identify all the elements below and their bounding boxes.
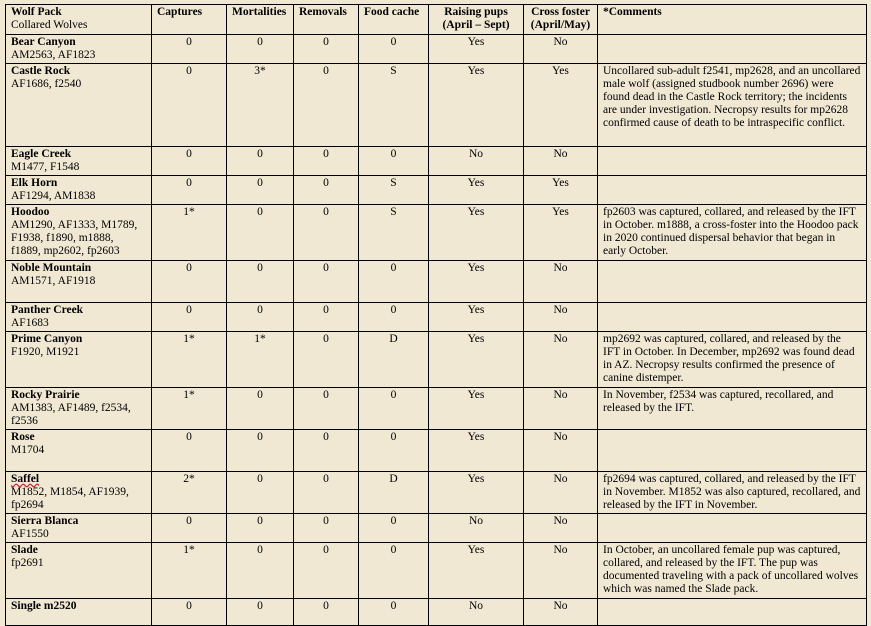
table-row bbox=[6, 332, 867, 388]
header-cross-foster-sub: (April/May) bbox=[530, 19, 591, 31]
captures-cell: 0 bbox=[152, 303, 227, 332]
removals-cell: 0 bbox=[294, 599, 359, 626]
header-cross-foster-label: Cross foster bbox=[531, 6, 590, 18]
pack-name: Eagle Creek bbox=[11, 148, 72, 160]
food-cache-cell: S bbox=[359, 176, 429, 205]
pack-cell bbox=[6, 388, 152, 430]
pack-name: Single m2520 bbox=[11, 600, 77, 612]
pack-name: Castle Rock bbox=[11, 65, 71, 77]
header-raising-pups-label: Raising pups bbox=[444, 6, 508, 18]
comments-cell: In November, f2534 was captured, recollared, and released by the IFT. bbox=[598, 388, 867, 430]
table-row bbox=[6, 64, 867, 147]
comments-cell bbox=[598, 599, 867, 626]
collared-wolves: fp2691 bbox=[11, 557, 44, 569]
pack-name: Slade bbox=[11, 544, 38, 556]
food-cache-cell: 0 bbox=[359, 543, 429, 599]
collared-wolves: F1920, M1921 bbox=[11, 346, 80, 358]
mortalities-cell: 0 bbox=[227, 147, 294, 176]
captures-cell: 1* bbox=[152, 332, 227, 388]
header-row bbox=[6, 5, 867, 35]
comments-cell: In October, an uncollared female pup was captured, collared, and released by the IFT. The pup was documented traveling with a pack of uncollared wolves which was named the Slade pack. bbox=[598, 543, 867, 599]
captures-cell: 0 bbox=[152, 430, 227, 472]
food-cache-cell: 0 bbox=[359, 147, 429, 176]
mortalities-cell: 0 bbox=[227, 430, 294, 472]
food-cache-cell: 0 bbox=[359, 303, 429, 332]
header-captures: Captures bbox=[152, 5, 227, 35]
food-cache-cell: S bbox=[359, 205, 429, 261]
removals-cell: 0 bbox=[294, 176, 359, 205]
cross-foster-cell: No bbox=[524, 35, 598, 64]
removals-cell: 0 bbox=[294, 514, 359, 543]
raising-pups-cell: Yes bbox=[429, 388, 524, 430]
pack-cell bbox=[6, 261, 152, 303]
removals-cell: 0 bbox=[294, 303, 359, 332]
removals-cell: 0 bbox=[294, 35, 359, 64]
comments-cell: Uncollared sub-adult f2541, mp2628, and an uncollared male wolf (assigned studbook number 2696) were found dead in the Castle Rock territory; the incidents are under investigation. Necropsy results for mp2628 confirmed cause of death to be intraspecific conflict. bbox=[598, 64, 867, 147]
cross-foster-cell: Yes bbox=[524, 205, 598, 261]
food-cache-cell: 0 bbox=[359, 599, 429, 626]
comments-cell bbox=[598, 35, 867, 64]
table-row bbox=[6, 176, 867, 205]
mortalities-cell: 0 bbox=[227, 303, 294, 332]
raising-pups-cell: Yes bbox=[429, 430, 524, 472]
removals-cell: 0 bbox=[294, 332, 359, 388]
collared-wolves: AM1571, AF1918 bbox=[11, 275, 96, 287]
table-row bbox=[6, 543, 867, 599]
raising-pups-cell: Yes bbox=[429, 543, 524, 599]
pack-name: Rocky Prairie bbox=[11, 389, 80, 401]
captures-cell: 0 bbox=[152, 147, 227, 176]
collared-wolves: AF1683 bbox=[11, 317, 49, 329]
food-cache-cell: 0 bbox=[359, 35, 429, 64]
removals-cell: 0 bbox=[294, 388, 359, 430]
pack-name: Sierra Blanca bbox=[11, 515, 79, 527]
header-food-cache: Food cache bbox=[359, 5, 429, 35]
pack-name: Bear Canyon bbox=[11, 36, 76, 48]
header-pack bbox=[6, 5, 152, 35]
removals-cell: 0 bbox=[294, 147, 359, 176]
mortalities-cell: 0 bbox=[227, 472, 294, 514]
pack-cell bbox=[6, 472, 152, 514]
header-raising-pups-sub: (April – Sept) bbox=[442, 19, 510, 31]
collared-wolves: M1704 bbox=[11, 444, 45, 456]
collared-wolves: AM1290, AF1333, M1789, F1938, f1890, m1888, f1889, mp2602, fp2603 bbox=[11, 219, 138, 257]
captures-cell: 2* bbox=[152, 472, 227, 514]
cross-foster-cell: Yes bbox=[524, 64, 598, 147]
collared-wolves: AF1294, AM1838 bbox=[11, 190, 96, 202]
mortalities-cell: 1* bbox=[227, 332, 294, 388]
collared-wolves: AM1383, AF1489, f2534, f2536 bbox=[11, 402, 131, 427]
food-cache-cell: S bbox=[359, 64, 429, 147]
table-row bbox=[6, 147, 867, 176]
removals-cell: 0 bbox=[294, 472, 359, 514]
removals-cell: 0 bbox=[294, 430, 359, 472]
table-row bbox=[6, 430, 867, 472]
mortalities-cell: 0 bbox=[227, 388, 294, 430]
comments-cell bbox=[598, 430, 867, 472]
table-row bbox=[6, 388, 867, 430]
header-removals: Removals bbox=[294, 5, 359, 35]
collared-wolves: AF1686, f2540 bbox=[11, 78, 82, 90]
pack-cell bbox=[6, 64, 152, 147]
pack-name: Noble Mountain bbox=[11, 262, 92, 274]
mortalities-cell: 0 bbox=[227, 205, 294, 261]
cross-foster-cell: No bbox=[524, 303, 598, 332]
mortalities-cell: 0 bbox=[227, 543, 294, 599]
comments-cell bbox=[598, 514, 867, 543]
food-cache-cell: 0 bbox=[359, 388, 429, 430]
comments-cell bbox=[598, 176, 867, 205]
comments-cell: fp2694 was captured, collared, and released by the IFT in November. M1852 was also captured, recollared, and released by the IFT in November. bbox=[598, 472, 867, 514]
cross-foster-cell: No bbox=[524, 472, 598, 514]
table-row bbox=[6, 303, 867, 332]
mortalities-cell: 0 bbox=[227, 35, 294, 64]
raising-pups-cell: Yes bbox=[429, 472, 524, 514]
captures-cell: 1* bbox=[152, 543, 227, 599]
cross-foster-cell: No bbox=[524, 261, 598, 303]
pack-name: Panther Creek bbox=[11, 304, 84, 316]
cross-foster-cell: No bbox=[524, 332, 598, 388]
removals-cell: 0 bbox=[294, 261, 359, 303]
food-cache-cell: 0 bbox=[359, 430, 429, 472]
comments-cell bbox=[598, 303, 867, 332]
pack-name: Rose bbox=[11, 431, 35, 443]
table-row bbox=[6, 35, 867, 64]
raising-pups-cell: No bbox=[429, 147, 524, 176]
pack-name: Hoodoo bbox=[11, 206, 50, 218]
pack-cell bbox=[6, 332, 152, 388]
pack-name: Saffel bbox=[11, 473, 40, 485]
pack-cell bbox=[6, 514, 152, 543]
raising-pups-cell: Yes bbox=[429, 176, 524, 205]
table-row bbox=[6, 472, 867, 514]
food-cache-cell: D bbox=[359, 332, 429, 388]
collared-wolves: AM2563, AF1823 bbox=[11, 49, 96, 61]
cross-foster-cell: Yes bbox=[524, 176, 598, 205]
removals-cell: 0 bbox=[294, 543, 359, 599]
captures-cell: 0 bbox=[152, 599, 227, 626]
pack-cell bbox=[6, 543, 152, 599]
pack-name: Prime Canyon bbox=[11, 333, 83, 345]
raising-pups-cell: Yes bbox=[429, 332, 524, 388]
pack-cell bbox=[6, 205, 152, 261]
raising-pups-cell: No bbox=[429, 514, 524, 543]
header-mortalities: Mortalities bbox=[227, 5, 294, 35]
pack-cell bbox=[6, 35, 152, 64]
raising-pups-cell: Yes bbox=[429, 35, 524, 64]
food-cache-cell: 0 bbox=[359, 514, 429, 543]
mortalities-cell: 0 bbox=[227, 176, 294, 205]
table-row bbox=[6, 599, 867, 626]
captures-cell: 1* bbox=[152, 388, 227, 430]
cross-foster-cell: No bbox=[524, 147, 598, 176]
raising-pups-cell: Yes bbox=[429, 64, 524, 147]
table-row bbox=[6, 205, 867, 261]
removals-cell: 0 bbox=[294, 64, 359, 147]
comments-cell: fp2603 was captured, collared, and released by the IFT in October. m1888, a cross-foster into the Hoodoo pack in 2020 continued dispersal behavior that began in early October. bbox=[598, 205, 867, 261]
pack-cell bbox=[6, 303, 152, 332]
food-cache-cell: 0 bbox=[359, 261, 429, 303]
header-raising-pups bbox=[429, 5, 524, 35]
header-comments: *Comments bbox=[598, 5, 867, 35]
comments-cell bbox=[598, 261, 867, 303]
pack-cell bbox=[6, 176, 152, 205]
raising-pups-cell: Yes bbox=[429, 303, 524, 332]
wolf-pack-table bbox=[5, 4, 867, 626]
removals-cell: 0 bbox=[294, 205, 359, 261]
cross-foster-cell: No bbox=[524, 388, 598, 430]
pack-cell bbox=[6, 147, 152, 176]
captures-cell: 0 bbox=[152, 35, 227, 64]
pack-name: Elk Horn bbox=[11, 177, 58, 189]
comments-cell bbox=[598, 147, 867, 176]
comments-cell: mp2692 was captured, collared, and released by the IFT in October. In December, mp2692 was found dead in AZ. Necropsy results confirmed the presence of canine distemper. bbox=[598, 332, 867, 388]
pack-cell bbox=[6, 430, 152, 472]
captures-cell: 1* bbox=[152, 205, 227, 261]
mortalities-cell: 0 bbox=[227, 514, 294, 543]
food-cache-cell: D bbox=[359, 472, 429, 514]
collared-wolves: M1852, M1854, AF1939, fp2694 bbox=[11, 486, 129, 511]
header-cross-foster bbox=[524, 5, 598, 35]
header-pack-sub: Collared Wolves bbox=[11, 19, 88, 31]
cross-foster-cell: No bbox=[524, 514, 598, 543]
raising-pups-cell: Yes bbox=[429, 205, 524, 261]
captures-cell: 0 bbox=[152, 176, 227, 205]
cross-foster-cell: No bbox=[524, 543, 598, 599]
captures-cell: 0 bbox=[152, 64, 227, 147]
table-row bbox=[6, 261, 867, 303]
mortalities-cell: 0 bbox=[227, 599, 294, 626]
cross-foster-cell: No bbox=[524, 430, 598, 472]
pack-cell bbox=[6, 599, 152, 626]
mortalities-cell: 3* bbox=[227, 64, 294, 147]
captures-cell: 0 bbox=[152, 261, 227, 303]
header-pack-label: Wolf Pack bbox=[11, 6, 62, 18]
table-row bbox=[6, 514, 867, 543]
cross-foster-cell: No bbox=[524, 599, 598, 626]
collared-wolves: AF1550 bbox=[11, 528, 49, 540]
raising-pups-cell: Yes bbox=[429, 261, 524, 303]
captures-cell: 0 bbox=[152, 514, 227, 543]
raising-pups-cell: No bbox=[429, 599, 524, 626]
mortalities-cell: 0 bbox=[227, 261, 294, 303]
collared-wolves: M1477, F1548 bbox=[11, 161, 80, 173]
